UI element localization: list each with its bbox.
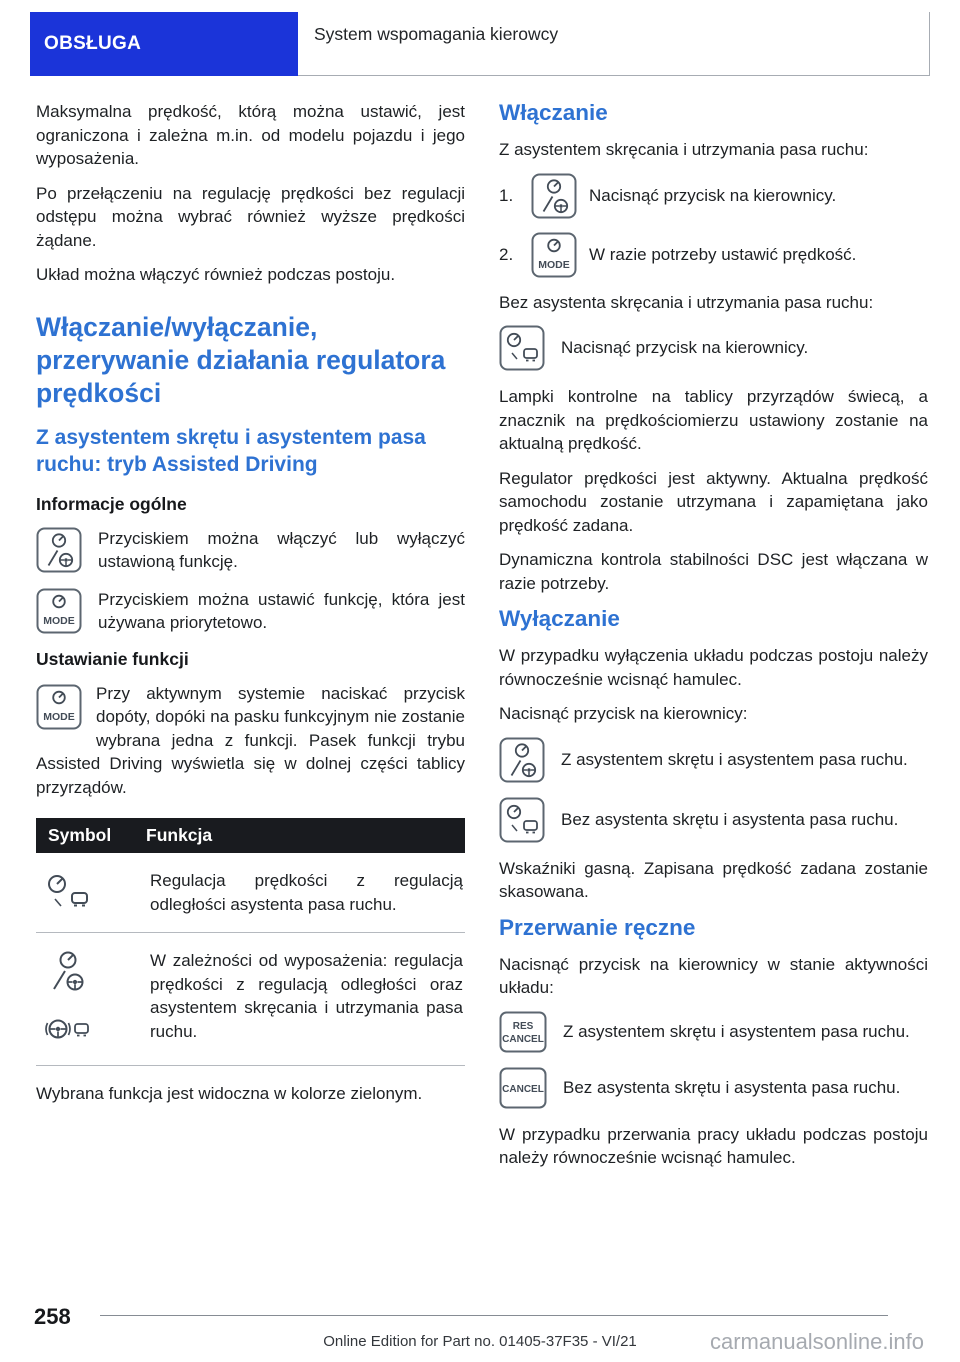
paragraph-standstill: Układ można włączyć również podczas postoju. xyxy=(36,265,396,284)
item-press-button-text: Nacisnąć przycisk na kierownicy. xyxy=(561,338,809,358)
heading-setting-function: Ustawianie funkcji xyxy=(36,648,189,669)
info-item-toggle-text: Przyciskiem można włączyć lub wyłączyć ustawioną funkcję. xyxy=(98,528,465,571)
paragraph-lamps: Lampki kontrolne na tablicy przyrządów świecą, a znacznik na prędkościomierzu ustawiony zostanie na aktualną prędkość. xyxy=(499,387,928,453)
paragraph-off-standstill: W przypadku wyłączenia układu podczas postoju należy równocześnie wcisnąć hamulec. xyxy=(499,646,928,689)
cruise-lane-assist-button-icon xyxy=(36,527,82,573)
off-item-with-assist xyxy=(499,737,928,783)
content-columns xyxy=(36,100,928,1181)
function-cell-text: W zależności od wyposażenia: regulacja prędkości z regulacją odległości oraz asystentem skręcania i utrzymania pasa ruchu. xyxy=(150,951,463,1041)
heading-deactivation: Wyłączanie xyxy=(499,606,620,631)
mode-button-icon xyxy=(36,588,82,634)
mode-button-label: MODE xyxy=(43,710,75,723)
column-header-function: Funkcja xyxy=(146,825,213,845)
heading-activation: Włączanie xyxy=(499,100,608,125)
page-number: 258 xyxy=(34,1304,71,1329)
step-number: 1. xyxy=(499,185,514,205)
section-title: System wspomagania kierowcy xyxy=(314,24,559,44)
paragraph-pause-standstill: W przypadku przerwania pracy układu podczas postoju należy równocześnie wcisnąć hamulec. xyxy=(499,1124,928,1167)
footer-divider xyxy=(100,1315,888,1316)
distance-cruise-button-icon xyxy=(499,797,545,843)
setup-text: Przy aktywnym systemie naciskać przycisk dopóty, dopóki na pasku funkcyjnym nie zostanie wybrana jedna z funkcji. Pasek funkcji trybu Assisted Driving wyświetla się w dolnej części tablicy przyrządów. xyxy=(36,683,465,797)
mode-button-label: MODE xyxy=(538,258,570,271)
off-item-with-assist-text: Z asystentem skrętu i asystentem pasa ruchu. xyxy=(561,749,908,769)
setup-block xyxy=(36,682,465,811)
distance-cruise-icon xyxy=(42,869,94,911)
cruise-lane-assist-icon xyxy=(42,949,94,993)
heading-assisted-driving-mode: Z asystentem skrętu i asystentem pasa ruchu: tryb Assisted Driving xyxy=(36,425,426,476)
watermark: carmanualsonline.info xyxy=(709,1329,924,1354)
info-item-toggle xyxy=(36,527,465,574)
symbol-cell xyxy=(42,949,126,1049)
column-header-symbol: Symbol xyxy=(48,825,112,845)
pause-item-without-assist-text: Bez asystenta skrętu i asystenta pasa ruchu. xyxy=(563,1077,901,1097)
info-item-mode-text: Przyciskiem można ustawić funkcję, która jest używana priorytetowo. xyxy=(98,589,465,632)
assisted-driving-icon xyxy=(42,1009,94,1049)
item-press-button xyxy=(499,325,928,371)
step-2-text: W razie potrzeby ustawić prędkość. xyxy=(589,244,857,264)
cancel-label: CANCEL xyxy=(502,1033,544,1045)
paragraph-pause-press: Nacisnąć przycisk na kierownicy w stanie aktywności układu: xyxy=(499,954,928,997)
cruise-lane-assist-button-icon xyxy=(531,173,577,219)
pause-item-with-assist-text: Z asystentem skrętu i asystentem pasa ruchu. xyxy=(563,1021,910,1041)
symbol-function-table xyxy=(36,818,465,1066)
chapter-label: OBSŁUGA xyxy=(44,33,142,54)
step-2 xyxy=(499,232,928,278)
heading-manual-interruption: Przerwanie ręczne xyxy=(499,914,696,940)
cruise-lane-assist-button-icon xyxy=(499,737,545,783)
pause-item-with-assist xyxy=(499,1011,928,1053)
step-number: 2. xyxy=(499,244,514,264)
res-cancel-button-icon xyxy=(499,1011,547,1053)
paragraph-max-speed: Maksymalna prędkość, którą można ustawić, jest ograniczona i zależna m.in. od modelu pojazdu i jego wyposażenia. xyxy=(36,102,465,168)
table-header xyxy=(36,818,465,853)
step-1-text: Nacisnąć przycisk na kierownicy. xyxy=(589,185,837,205)
heading-activation-deactivation: Włączanie/wyłączanie, przerywanie działania regulatora prędkości xyxy=(36,311,446,408)
paragraph-with-assist-intro: Z asystentem skręcania i utrzymania pasa ruchu: xyxy=(499,140,869,159)
heading-general-info: Informacje ogólne xyxy=(36,493,187,514)
paragraph-off-press: Nacisnąć przycisk na kierownicy: xyxy=(499,704,748,723)
function-cell-text: Regulacja prędkości z regulacją odległości asystenta pasa ruchu. xyxy=(150,871,463,914)
distance-cruise-button-icon xyxy=(499,325,545,371)
edition-note: Online Edition for Part no. 01405-37F35 - VI/21 xyxy=(323,1333,637,1350)
res-label: RES xyxy=(512,1020,534,1032)
mode-button-icon xyxy=(36,684,82,730)
paragraph-selected-green: Wybrana funkcja jest widoczna w kolorze zielonym. xyxy=(36,1084,423,1103)
paragraph-indicators-off: Wskaźniki gasną. Zapisana prędkość zadana zostanie skasowana. xyxy=(499,858,928,901)
cancel-label: CANCEL xyxy=(502,1083,544,1095)
paragraph-switch-regulation: Po przełączeniu na regulację prędkości bez regulacji odstępu można wybrać również wyższe prędkości żądane. xyxy=(36,183,465,250)
paragraph-without-assist-intro: Bez asystenta skręcania i utrzymania pasa ruchu: xyxy=(499,292,874,312)
left-column xyxy=(36,100,465,1181)
table-row xyxy=(36,933,465,1066)
section-title-area xyxy=(298,12,930,76)
right-column xyxy=(499,100,928,1181)
step-1 xyxy=(499,173,928,219)
page-header xyxy=(30,12,930,76)
paragraph-regulator-active: Regulator prędkości jest aktywny. Aktualna prędkość samochodu zostanie utrzymana i zapamiętana jako prędkość zadana. xyxy=(499,468,928,535)
paragraph-dsc: Dynamiczna kontrola stabilności DSC jest włączana w razie potrzeby. xyxy=(499,550,928,593)
cancel-button-icon xyxy=(499,1067,547,1109)
table-row xyxy=(36,853,465,933)
off-item-without-assist-text: Bez asystenta skrętu i asystenta pasa ruchu. xyxy=(561,809,899,829)
mode-button-label: MODE xyxy=(43,614,75,627)
chapter-tab xyxy=(30,12,298,76)
mode-button-icon xyxy=(531,232,577,278)
off-item-without-assist xyxy=(499,797,928,843)
pause-item-without-assist xyxy=(499,1067,928,1109)
symbol-cell xyxy=(42,869,126,911)
info-item-mode xyxy=(36,588,465,635)
